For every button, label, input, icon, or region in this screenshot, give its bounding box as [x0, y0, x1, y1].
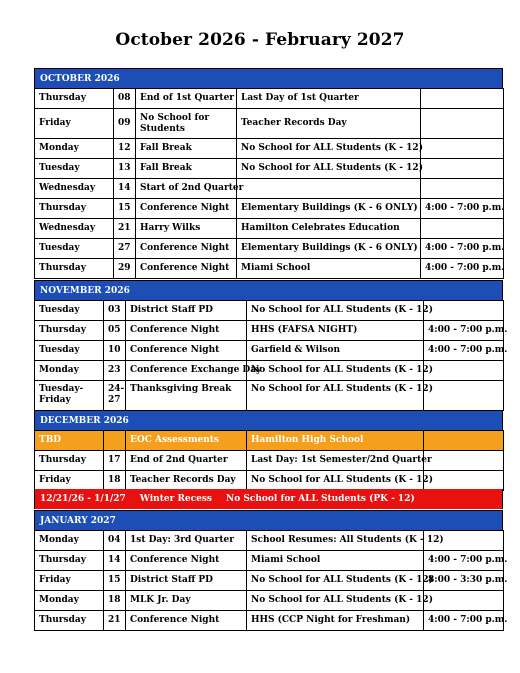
day-cell: Friday — [35, 571, 104, 591]
day-cell: Tuesday — [35, 159, 114, 179]
time-cell — [421, 139, 504, 159]
day-cell: Thursday — [35, 551, 104, 571]
date-cell: 09 — [114, 109, 136, 139]
note-cell — [237, 179, 421, 199]
table-row — [35, 531, 504, 551]
note-cell: Miami School — [247, 551, 424, 571]
note-cell: No School for ALL Students (K - 12) — [247, 361, 424, 381]
table-row — [35, 179, 504, 199]
event-cell: Conference Night — [126, 551, 247, 571]
date-cell: 21 — [104, 611, 126, 631]
time-cell — [424, 361, 504, 381]
note-cell: Miami School — [237, 259, 421, 279]
time-cell — [424, 471, 504, 491]
event-cell: Conference Night — [126, 341, 247, 361]
table-row — [35, 611, 504, 631]
time-cell: 4:00 - 7:00 p.m. — [421, 259, 504, 279]
date-cell: 27 — [114, 239, 136, 259]
month-header: NOVEMBER 2026 — [34, 280, 503, 300]
page-title: October 2026 - February 2027 — [115, 30, 405, 50]
date-cell — [104, 431, 126, 451]
time-cell — [421, 219, 504, 239]
recess-note: No School for ALL Students (PK - 12) — [226, 494, 415, 504]
event-cell: No School for Students — [136, 109, 237, 139]
day-cell: Friday — [35, 109, 114, 139]
note-cell: Elementary Buildings (K - 6 ONLY) — [237, 199, 421, 219]
event-cell: Conference Night — [136, 199, 237, 219]
note-cell: No School for ALL Students (K - 12) — [247, 571, 424, 591]
month-section-november — [34, 280, 508, 411]
date-cell: 08 — [114, 89, 136, 109]
date-cell: 23 — [104, 361, 126, 381]
date-cell: 13 — [114, 159, 136, 179]
time-cell — [421, 89, 504, 109]
day-cell: Thursday — [35, 89, 114, 109]
day-cell: Monday — [35, 531, 104, 551]
table-row — [35, 551, 504, 571]
time-cell: 4:00 - 7:00 p.m. — [424, 551, 504, 571]
date-cell: 05 — [104, 321, 126, 341]
month-section-october — [34, 68, 503, 279]
day-cell: Monday — [35, 361, 104, 381]
table-row — [35, 159, 504, 179]
day-cell: Monday — [35, 139, 114, 159]
time-cell — [424, 381, 504, 411]
date-cell: 12 — [114, 139, 136, 159]
calendar-table — [34, 430, 504, 491]
note-cell: Garfield & Wilson — [247, 341, 424, 361]
time-cell: 4:00 - 7:00 p.m. — [421, 239, 504, 259]
date-cell: 15 — [114, 199, 136, 219]
day-cell: TBD — [35, 431, 104, 451]
event-cell: MLK Jr. Day — [126, 591, 247, 611]
day-cell: Wednesday — [35, 219, 114, 239]
table-row-highlighted — [35, 431, 504, 451]
date-cell: 14 — [114, 179, 136, 199]
note-cell: Teacher Records Day — [237, 109, 421, 139]
table-row — [35, 571, 504, 591]
event-cell: Thanksgiving Break — [126, 381, 247, 411]
event-cell: Fall Break — [136, 159, 237, 179]
day-cell: Tuesday-Friday — [35, 381, 104, 411]
event-cell: Conference Night — [136, 239, 237, 259]
note-cell: Hamilton High School — [247, 431, 424, 451]
time-cell — [424, 591, 504, 611]
table-row — [35, 321, 504, 341]
time-cell: 4:00 - 7:00 p.m. — [421, 199, 504, 219]
time-cell — [424, 451, 504, 471]
table-row — [35, 301, 504, 321]
date-cell: 04 — [104, 531, 126, 551]
event-cell: EOC Assessments — [126, 431, 247, 451]
day-cell: Thursday — [35, 199, 114, 219]
date-cell: 18 — [104, 591, 126, 611]
winter-recess-banner — [34, 489, 503, 509]
note-cell: HHS (FAFSA NIGHT) — [247, 321, 424, 341]
time-cell — [424, 431, 504, 451]
table-row — [35, 89, 504, 109]
table-row — [35, 361, 504, 381]
time-cell — [421, 109, 504, 139]
month-header: OCTOBER 2026 — [34, 68, 503, 88]
date-cell: 29 — [114, 259, 136, 279]
day-cell: Tuesday — [35, 341, 104, 361]
note-cell: No School for ALL Students (K - 12) — [237, 159, 421, 179]
event-cell: Conference Night — [136, 259, 237, 279]
note-cell: No School for ALL Students (K - 12) — [247, 591, 424, 611]
event-cell: Conference Night — [126, 611, 247, 631]
date-cell: 10 — [104, 341, 126, 361]
event-cell: Conference Exchange Day — [126, 361, 247, 381]
note-cell: No School for ALL Students (K - 12) — [247, 301, 424, 321]
day-cell: Tuesday — [35, 239, 114, 259]
table-row — [35, 341, 504, 361]
day-cell: Thursday — [35, 451, 104, 471]
note-cell: No School for ALL Students (K - 12) — [237, 139, 421, 159]
table-row — [35, 239, 504, 259]
note-cell: Hamilton Celebrates Education — [237, 219, 421, 239]
date-cell: 03 — [104, 301, 126, 321]
table-row — [35, 259, 504, 279]
event-cell: End of 2nd Quarter — [126, 451, 247, 471]
month-section-january — [34, 510, 508, 631]
time-cell: 8:00 - 3:30 p.m. — [424, 571, 504, 591]
time-cell: 4:00 - 7:00 p.m. — [424, 611, 504, 631]
table-row — [35, 381, 504, 411]
day-cell: Monday — [35, 591, 104, 611]
table-row — [35, 451, 504, 471]
calendar-table — [34, 300, 508, 411]
recess-dates: 12/21/26 - 1/1/27 — [40, 494, 126, 504]
table-row — [35, 591, 504, 611]
time-cell — [424, 301, 504, 321]
table-row — [35, 471, 504, 491]
note-cell: Last Day: 1st Semester/2nd Quarter — [247, 451, 424, 471]
event-cell: 1st Day: 3rd Quarter — [126, 531, 247, 551]
event-cell: Conference Night — [126, 321, 247, 341]
time-cell — [421, 179, 504, 199]
calendar-table — [34, 530, 508, 631]
calendar-table — [34, 88, 504, 279]
day-cell: Thursday — [35, 321, 104, 341]
note-cell: School Resumes: All Students (K - 12) — [247, 531, 424, 551]
event-cell: Teacher Records Day — [126, 471, 247, 491]
day-cell: Thursday — [35, 611, 104, 631]
event-cell: District Staff PD — [126, 571, 247, 591]
event-cell: District Staff PD — [126, 301, 247, 321]
note-cell: Last Day of 1st Quarter — [237, 89, 421, 109]
note-cell: HHS (CCP Night for Freshman) — [247, 611, 424, 631]
time-cell: 4:00 - 7:00 p.m. — [424, 321, 504, 341]
date-cell: 18 — [104, 471, 126, 491]
month-section-december — [34, 410, 503, 491]
date-cell: 14 — [104, 551, 126, 571]
event-cell: Start of 2nd Quarter — [136, 179, 237, 199]
table-row — [35, 139, 504, 159]
event-cell: End of 1st Quarter — [136, 89, 237, 109]
note-cell: Elementary Buildings (K - 6 ONLY) — [237, 239, 421, 259]
date-cell: 15 — [104, 571, 126, 591]
recess-label: Winter Recess — [139, 494, 212, 504]
date-cell: 17 — [104, 451, 126, 471]
day-cell: Tuesday — [35, 301, 104, 321]
date-cell: 24-27 — [104, 381, 126, 411]
time-cell — [421, 159, 504, 179]
table-row — [35, 199, 504, 219]
day-cell: Wednesday — [35, 179, 114, 199]
month-header: JANUARY 2027 — [34, 510, 503, 530]
note-cell: No School for ALL Students (K - 12) — [247, 471, 424, 491]
day-cell: Thursday — [35, 259, 114, 279]
month-header: DECEMBER 2026 — [34, 410, 503, 430]
event-cell: Harry Wilks — [136, 219, 237, 239]
day-cell: Friday — [35, 471, 104, 491]
event-cell: Fall Break — [136, 139, 237, 159]
time-cell: 4:00 - 7:00 p.m. — [424, 341, 504, 361]
table-row — [35, 109, 504, 139]
note-cell: No School for ALL Students (K - 12) — [247, 381, 424, 411]
date-cell: 21 — [114, 219, 136, 239]
table-row — [35, 219, 504, 239]
